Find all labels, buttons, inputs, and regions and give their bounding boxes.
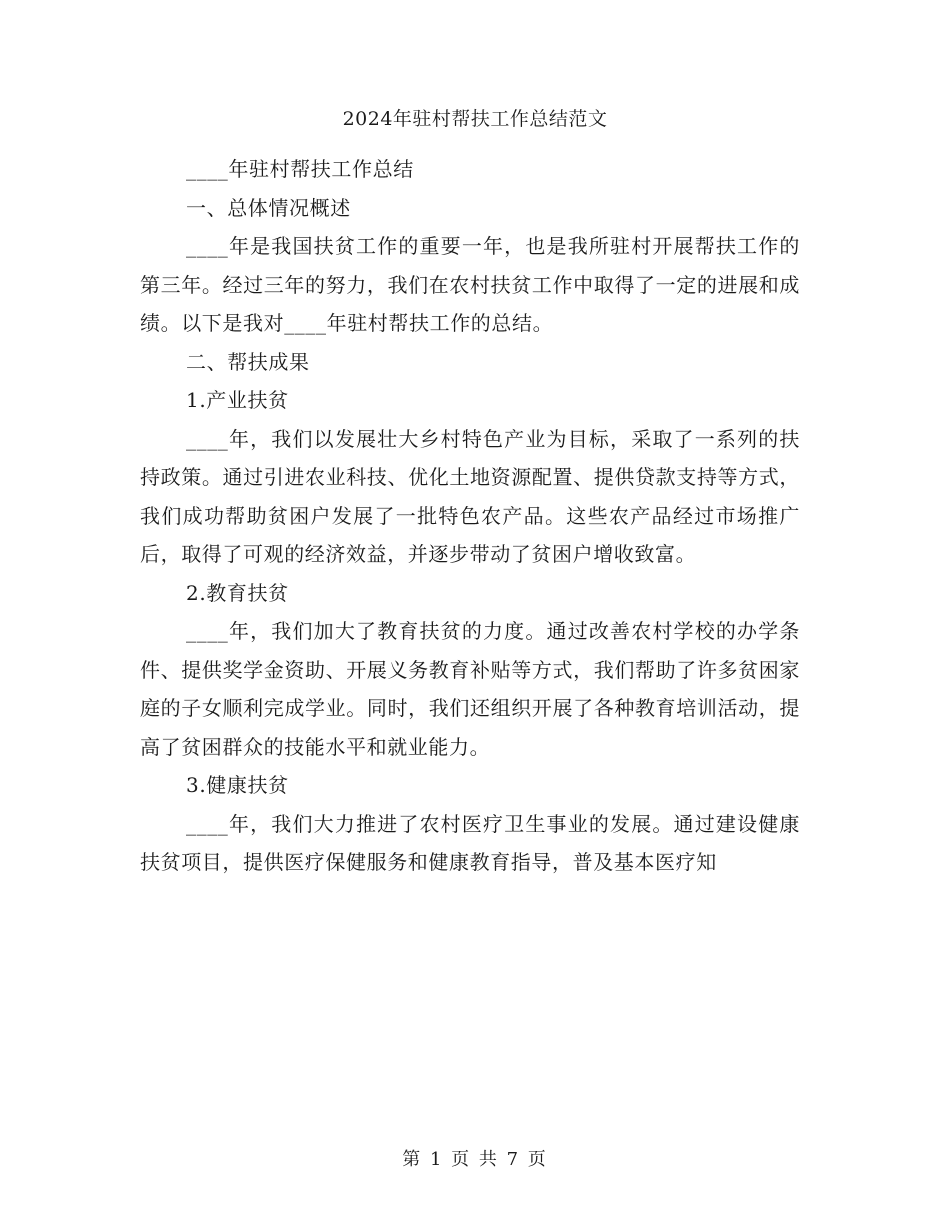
document-body	[140, 150, 800, 882]
education-paragraph: ____年，我们加大了教育扶贫的力度。通过改善农村学校的办学条件、提供奖学金资助、开展义务教育补贴等方式，我们帮助了许多贫困家庭的子女顺利完成学业。同时，我们还组织开展了各种教育培训活动，提高了贫困群众的技能水平和就业能力。	[140, 619, 800, 759]
subtitle-paragraph: ____年驻村帮扶工作总结	[186, 157, 414, 181]
overview-paragraph: ____年是我国扶贫工作的重要一年，也是我所驻村开展帮扶工作的第三年。经过三年的努力，我们在农村扶贫工作中取得了一定的进展和成绩。以下是我对____年驻村帮扶工作的总结。	[140, 234, 800, 335]
subheading-industry: 1.产业扶贫	[186, 388, 289, 412]
page-number-footer: 第 1 页 共 7 页	[402, 1149, 548, 1170]
subheading-education: 2.教育扶贫	[186, 580, 289, 605]
industry-paragraph: ____年，我们以发展壮大乡村特色产业为目标，采取了一系列的扶持政策。通过引进农业科技、优化土地资源配置、提供贷款支持等方式，我们成功帮助贫困户发展了一批特色农产品。这些农产品经过市场推广后，取得了可观的经济效益，并逐步带动了贫困户增收致富。	[140, 426, 800, 566]
section-heading-overview: 一、总体情况概述	[186, 195, 351, 220]
health-paragraph: ____年，我们大力推进了农村医疗卫生事业的发展。通过建设健康扶贫项目，提供医疗保健服务和健康教育指导，普及基本医疗知	[140, 811, 800, 874]
document-title: 2024年驻村帮扶工作总结范文	[342, 108, 608, 130]
subheading-health: 3.健康扶贫	[186, 773, 289, 797]
section-heading-results: 二、帮扶成果	[186, 349, 310, 374]
